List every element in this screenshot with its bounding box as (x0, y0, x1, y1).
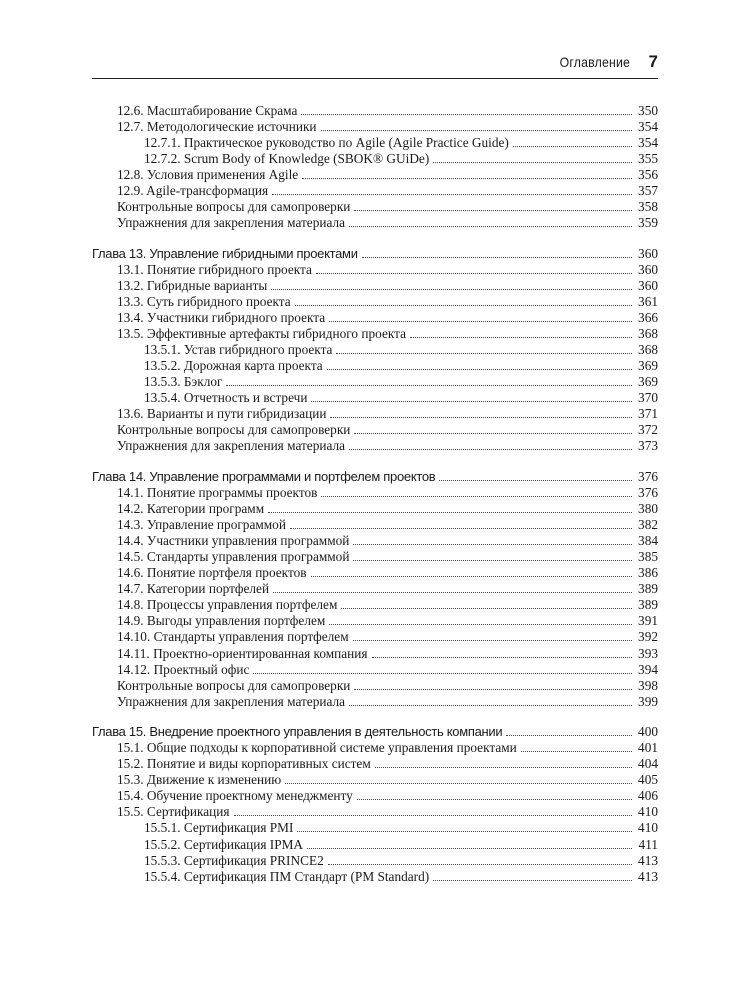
toc-entry-title: 13.5. Эффективные артефакты гибридного проекта (117, 326, 406, 342)
toc-group (92, 469, 658, 710)
toc-subsection-entry[interactable] (92, 374, 658, 390)
toc-group (92, 724, 658, 884)
dot-leader (353, 544, 632, 545)
toc-entry-page: 404 (638, 756, 658, 772)
dot-leader (327, 369, 632, 370)
toc-subsection-entry[interactable] (92, 135, 658, 151)
toc-entry-title: Упражнения для закрепления материала (117, 693, 346, 709)
toc-section-entry[interactable] (92, 804, 658, 820)
toc-entry-page: 368 (638, 342, 658, 358)
toc-section-entry[interactable] (92, 533, 658, 549)
toc-entry-title: Глава 13. Управление гибридными проектами (92, 245, 358, 261)
toc-subsection-entry[interactable] (92, 869, 658, 885)
toc-entry-title: Упражнения для закрепления материала (117, 438, 346, 454)
toc-entry-page: 361 (638, 294, 658, 310)
toc-entry-title: 13.6. Варианты и пути гибридизации (117, 406, 327, 422)
toc-entry-title: 14.6. Понятие портфеля проектов (117, 565, 307, 581)
dot-leader (273, 592, 632, 593)
dot-leader (354, 433, 632, 434)
toc-entry-page: 369 (638, 374, 658, 390)
dot-leader (433, 162, 632, 163)
toc-entry-page: 368 (638, 326, 658, 342)
toc-section-entry[interactable] (92, 119, 658, 135)
dot-leader (316, 273, 632, 274)
toc-entry-title: 13.5.3. Бэклог (144, 374, 223, 390)
dot-leader (268, 512, 632, 513)
toc-entry-page: 360 (638, 261, 658, 277)
toc-entry-title: 14.7. Категории портфелей (117, 581, 270, 597)
toc-section-entry[interactable] (92, 772, 658, 788)
toc-entry-page: 413 (638, 868, 658, 884)
toc-entry-page: 354 (638, 135, 658, 151)
dot-leader (362, 257, 632, 258)
dot-leader (354, 689, 632, 690)
toc-entry-title: 14.1. Понятие программы проектов (117, 485, 318, 501)
toc-entry-page: 359 (638, 215, 658, 231)
toc-section-entry[interactable] (92, 517, 658, 533)
toc-entry-title: 12.7. Методологические источники (117, 119, 317, 135)
dot-leader (349, 226, 632, 227)
dot-leader (297, 831, 632, 832)
toc-entry-title: 14.9. Выгоды управления портфелем (117, 613, 326, 629)
toc-section-entry[interactable] (92, 103, 658, 119)
toc-entry-page: 406 (638, 788, 658, 804)
dot-leader (410, 337, 632, 338)
dot-leader (311, 401, 632, 402)
toc-entry-page: 384 (638, 533, 658, 549)
toc-section-entry[interactable] (92, 278, 658, 294)
toc-subsection-entry[interactable] (92, 358, 658, 374)
toc-section-entry[interactable] (92, 294, 658, 310)
toc-entry-title: 13.3. Суть гибридного проекта (117, 294, 291, 310)
toc-entry-page: 350 (638, 103, 658, 118)
dot-leader (271, 289, 632, 290)
toc-entry-page: 369 (638, 358, 658, 374)
toc-entry-title: 15.1. Общие подходы к корпоративной системе управления проектами (117, 740, 517, 756)
dot-leader (329, 321, 632, 322)
dot-leader (521, 751, 632, 752)
toc-section-entry[interactable] (92, 310, 658, 326)
toc-subsection-entry[interactable] (92, 820, 658, 836)
toc-chapter-entry[interactable] (92, 724, 658, 740)
dot-leader (433, 880, 632, 881)
toc-entry-title: Упражнения для закрепления материала (117, 215, 346, 231)
toc-entry-page: 357 (638, 183, 658, 199)
toc-section-entry[interactable] (92, 646, 658, 662)
toc-entry-page: 371 (638, 406, 658, 422)
toc-entry-page: 392 (638, 629, 658, 645)
toc-entry-page: 399 (638, 693, 658, 709)
toc-section-entry[interactable] (92, 629, 658, 645)
toc-entry-page: 410 (638, 804, 658, 820)
dot-leader (226, 385, 632, 386)
toc-entry-page: 393 (638, 645, 658, 661)
toc-entry-title: 14.8. Процессы управления портфелем (117, 597, 338, 613)
toc-entry-title: Контрольные вопросы для самопроверки (117, 199, 351, 215)
toc-entry-page: 386 (638, 565, 658, 581)
toc-entry-page: 355 (638, 151, 658, 167)
toc-section-entry[interactable] (92, 756, 658, 772)
toc-entry-page: 360 (638, 277, 658, 293)
dot-leader (285, 783, 632, 784)
toc-entry-title: 14.4. Участники управления программой (117, 533, 350, 549)
table-of-contents (92, 103, 658, 899)
toc-entry-title: 15.5.2. Сертификация IPMA (144, 836, 304, 852)
toc-entry-title: 13.4. Участники гибридного проекта (117, 310, 326, 326)
toc-entry-page: 356 (638, 167, 658, 183)
toc-entry-title: 15.5. Сертификация (117, 804, 230, 820)
toc-entry-title: 12.9. Agile-трансформация (117, 183, 269, 199)
toc-entry-title: Контрольные вопросы для самопроверки (117, 422, 351, 438)
dot-leader (272, 194, 632, 195)
toc-entry-title: 14.11. Проектно-ориентированная компания (117, 645, 368, 661)
dot-leader (290, 528, 632, 529)
toc-section-entry[interactable] (92, 501, 658, 517)
dot-leader (372, 657, 632, 658)
toc-entry-page: 398 (638, 677, 658, 693)
toc-entry-page: 385 (638, 549, 658, 565)
toc-section-entry[interactable] (92, 597, 658, 613)
toc-entry-title: 14.5. Стандарты управления программой (117, 549, 350, 565)
toc-entry-page: 389 (638, 597, 658, 613)
toc-entry-page: 413 (638, 852, 658, 868)
toc-entry-page: 410 (638, 820, 658, 836)
dot-leader (311, 576, 632, 577)
dot-leader (321, 130, 632, 131)
toc-entry-page: 376 (638, 485, 658, 501)
dot-leader (349, 705, 632, 706)
dot-leader (295, 305, 632, 306)
toc-entry-page: 400 (638, 724, 658, 740)
dot-leader (321, 496, 632, 497)
toc-entry-page: 372 (638, 422, 658, 438)
toc-section-entry[interactable] (92, 678, 658, 694)
dot-leader (330, 417, 632, 418)
toc-entry-title: 12.7.2. Scrum Body of Knowledge (SBOK® GUiDe) (144, 151, 430, 167)
dot-leader (357, 799, 632, 800)
toc-subsection-entry[interactable] (92, 151, 658, 167)
toc-entry-title: 15.3. Движение к изменению (117, 772, 282, 788)
toc-group (92, 103, 658, 231)
toc-entry-title: 15.2. Понятие и виды корпоративных систем (117, 756, 371, 772)
dot-leader (353, 560, 632, 561)
toc-entry-page: 394 (638, 661, 658, 677)
dot-leader (353, 640, 632, 641)
toc-subsection-entry[interactable] (92, 390, 658, 406)
toc-subsection-entry[interactable] (92, 853, 658, 869)
header-rule (92, 78, 658, 79)
dot-leader (302, 178, 632, 179)
toc-entry-title: 12.6. Масштабирование Скрама (117, 103, 298, 118)
toc-entry-page: 401 (638, 740, 658, 756)
toc-section-entry[interactable] (92, 326, 658, 342)
toc-section-entry[interactable] (92, 406, 658, 422)
toc-entry-title: 13.5.4. Отчетность и встречи (144, 390, 308, 406)
dot-leader (253, 673, 632, 674)
running-header (92, 52, 658, 76)
toc-section-entry[interactable] (92, 565, 658, 581)
toc-entry-title: 15.5.3. Сертификация PRINCE2 (144, 852, 324, 868)
dot-leader (354, 210, 632, 211)
toc-entry-page: 366 (638, 310, 658, 326)
toc-entry-title: 13.5.1. Устав гибридного проекта (144, 342, 333, 358)
toc-entry-title: 15.5.4. Сертификация ПМ Стандарт (PM Standard) (144, 868, 430, 884)
toc-section-entry[interactable] (92, 485, 658, 501)
toc-entry-title: 14.2. Категории программ (117, 501, 265, 517)
toc-entry-page: 389 (638, 581, 658, 597)
dot-leader (375, 767, 632, 768)
page-number: 7 (648, 52, 658, 71)
toc-section-entry[interactable] (92, 183, 658, 199)
running-header-title: Оглавление (560, 54, 631, 70)
dot-leader (328, 864, 632, 865)
dot-leader (301, 114, 632, 115)
toc-subsection-entry[interactable] (92, 342, 658, 358)
toc-entry-page: 358 (638, 199, 658, 215)
toc-entry-title: Глава 15. Внедрение проектного управления в деятельность компании (92, 724, 503, 740)
toc-entry-title: Контрольные вопросы для самопроверки (117, 677, 351, 693)
toc-section-entry[interactable] (92, 438, 658, 454)
dot-leader (349, 449, 632, 450)
toc-section-entry[interactable] (92, 788, 658, 804)
toc-section-entry[interactable] (92, 199, 658, 215)
toc-entry-title: Глава 14. Управление программами и портфелем проектов (92, 468, 436, 484)
toc-section-entry[interactable] (92, 581, 658, 597)
toc-subsection-entry[interactable] (92, 837, 658, 853)
toc-entry-page: 380 (638, 501, 658, 517)
toc-entry-page: 360 (638, 245, 658, 261)
dot-leader (307, 848, 632, 849)
toc-entry-page: 411 (638, 836, 658, 852)
toc-entry-title: 14.10. Стандарты управления портфелем (117, 629, 349, 645)
toc-section-entry[interactable] (92, 740, 658, 756)
dot-leader (329, 624, 632, 625)
toc-entry-title: 13.1. Понятие гибридного проекта (117, 261, 312, 277)
dot-leader (506, 735, 632, 736)
toc-entry-title: 12.8. Условия применения Agile (117, 167, 299, 183)
dot-leader (341, 608, 632, 609)
dot-leader (234, 815, 633, 816)
toc-entry-title: 13.2. Гибридные варианты (117, 277, 268, 293)
toc-section-entry[interactable] (92, 662, 658, 678)
toc-entry-page: 354 (638, 119, 658, 135)
toc-entry-title: 15.5.1. Сертификация PMI (144, 820, 294, 836)
toc-section-entry[interactable] (92, 215, 658, 231)
toc-section-entry[interactable] (92, 549, 658, 565)
toc-section-entry[interactable] (92, 694, 658, 710)
toc-section-entry[interactable] (92, 613, 658, 629)
toc-entry-title: 15.4. Обучение проектному менеджменту (117, 788, 353, 804)
dot-leader (336, 353, 632, 354)
toc-section-entry[interactable] (92, 262, 658, 278)
toc-entry-page: 405 (638, 772, 658, 788)
toc-entry-page: 373 (638, 438, 658, 454)
toc-entry-title: 12.7.1. Практическое руководство по Agile (Agile Practice Guide) (144, 135, 509, 151)
toc-entry-page: 391 (638, 613, 658, 629)
toc-group (92, 246, 658, 455)
toc-entry-page: 376 (638, 468, 658, 484)
dot-leader (439, 480, 632, 481)
toc-entry-title: 14.3. Управление программой (117, 517, 286, 533)
toc-section-entry[interactable] (92, 422, 658, 438)
toc-entry-page: 370 (638, 390, 658, 406)
toc-chapter-entry[interactable] (92, 246, 658, 262)
toc-entry-title: 14.12. Проектный офис (117, 661, 250, 677)
toc-section-entry[interactable] (92, 167, 658, 183)
toc-entry-page: 382 (638, 517, 658, 533)
toc-chapter-entry[interactable] (92, 469, 658, 485)
dot-leader (513, 146, 632, 147)
toc-entry-title: 13.5.2. Дорожная карта проекта (144, 358, 323, 374)
